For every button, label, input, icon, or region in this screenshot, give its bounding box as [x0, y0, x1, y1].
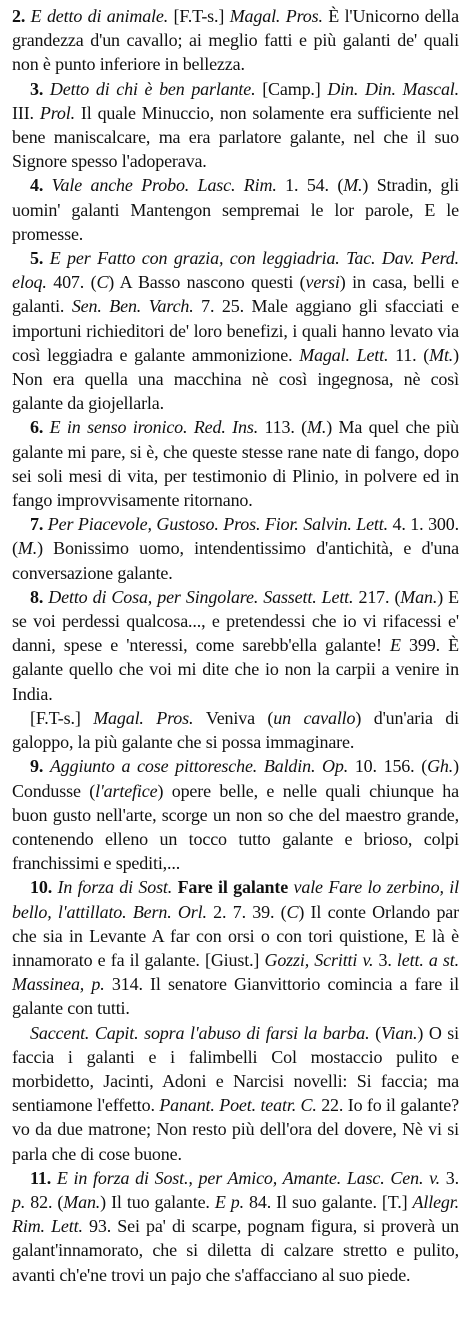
- text-segment: 3.: [445, 1167, 459, 1188]
- text-segment: 5.: [30, 248, 50, 269]
- text-segment: un cavallo: [273, 707, 356, 728]
- entry-10: [12, 875, 459, 1020]
- text-segment: 407. (: [53, 272, 97, 293]
- entry-7: [12, 512, 459, 585]
- text-segment: 6.: [30, 417, 50, 438]
- text-segment: E per Fatto con grazia, con leggiadria. Tac. Dav. Perd. eloq.: [12, 248, 459, 293]
- text-segment: C: [286, 901, 299, 922]
- entry-10-continuation: [12, 1021, 459, 1166]
- text-segment: 2. 7. 39. (: [213, 901, 287, 922]
- text-segment: 3.: [378, 949, 397, 970]
- text-segment: Magal. Pros.: [229, 6, 329, 26]
- entry-2: [12, 4, 459, 77]
- text-segment: Sen. Ben. Varch.: [71, 296, 202, 317]
- text-segment: È l'Unicorno della grandezza d'un cavallo; ai meglio fatti e più galanti de' quali non è punto inferiore in bellezza.: [12, 6, 459, 75]
- text-segment: In forza di Sost.: [57, 877, 178, 898]
- text-segment: Vian.: [380, 1022, 418, 1043]
- text-segment: 399. È galante quello che voi mi dite che io non la carpii a venire in India.: [12, 635, 459, 704]
- entry-8-continuation: [12, 706, 459, 754]
- text-segment: E: [389, 635, 410, 656]
- entry-3: [12, 77, 459, 174]
- text-segment: [Camp.]: [262, 78, 328, 99]
- text-segment: E p.: [214, 1191, 250, 1212]
- text-segment: 217. (: [358, 586, 401, 607]
- text-segment: 11.: [30, 1167, 57, 1188]
- text-segment: 3.: [30, 78, 50, 99]
- text-segment: ) Non era quella una macchina nè così ingegnosa, nè così galante da giojellarla.: [12, 344, 459, 414]
- text-segment: l'artefice: [95, 780, 158, 801]
- text-segment: 9.: [30, 756, 50, 777]
- entry-5: [12, 246, 459, 415]
- entry-6: [12, 415, 459, 512]
- text-segment: Fare il galante: [177, 877, 294, 898]
- text-segment: ) Il conte Orlando par che sia in Levante A far con orsi o con tori quistione, E là è innamorato e fa il galante. [Giust.]: [12, 901, 459, 970]
- text-segment: Panant. Poet. teatr. C.: [159, 1095, 322, 1116]
- text-segment: Per Piacevole, Gustoso. Pros. Fior. Salvin. Lett.: [47, 514, 393, 535]
- text-segment: (: [375, 1022, 381, 1043]
- text-segment: ) Ma quel che più galante mi pare, si è, che queste stesse rane nate di fango, dopo sei soli mesi di vita, per testimonio di Plinio, in polvere ed in fango improvvisamente ritornano.: [12, 417, 459, 511]
- text-segment: ) opere belle, e nelle quali chiunque ha buon gusto nell'arte, scorge un non so che del maestro grande, contenendo elleno un tocco tutto galante e brioso, colpi franchissimi e spediti,...: [12, 780, 459, 874]
- entry-9: [12, 754, 459, 875]
- text-segment: Din. Din. Mascal.: [327, 78, 459, 99]
- text-segment: C: [96, 272, 109, 293]
- text-segment: vale Fare lo zerbino, il bello, l'attillato. Bern. Orl.: [12, 877, 459, 922]
- text-segment: E detto di animale.: [30, 6, 174, 26]
- entry-4: [12, 173, 459, 246]
- text-segment: 4. 1. 300. (: [12, 514, 459, 559]
- text-segment: Mt.: [429, 344, 454, 365]
- text-segment: M.: [343, 175, 363, 196]
- text-segment: III.: [12, 102, 40, 123]
- text-segment: M.: [17, 538, 38, 559]
- text-segment: [F.T-s.]: [30, 707, 94, 728]
- text-segment: E in senso ironico. Red. Ins.: [49, 417, 265, 438]
- text-segment: 8.: [30, 586, 49, 607]
- text-segment: ) Condusse (: [12, 756, 459, 801]
- text-segment: M.: [307, 417, 327, 438]
- text-segment: Gozzi, Scritti v.: [264, 949, 379, 970]
- text-segment: 93. Sei pa' di scarpe, pognam figura, si proverà un galant'innamorato, che si diletta di calzare stretto e pulito, avanti ch'e'ne trovi un pajo che s'affacciano al suo piede.: [12, 1216, 459, 1285]
- text-segment: ) Bonissimo uomo, intendentissimo d'antichità, e d'una conversazione galante.: [12, 538, 459, 583]
- text-segment: E in forza di Sost., per Amico, Amante. Lasc. Cen. v.: [56, 1167, 446, 1188]
- text-segment: 7.: [30, 514, 48, 535]
- text-segment: versi: [305, 272, 340, 293]
- text-segment: 1. 54. (: [285, 175, 344, 196]
- text-segment: Magal. Pros.: [93, 707, 206, 728]
- text-segment: p.: [12, 1191, 31, 1212]
- text-segment: lett. a st. Massinea, p.: [12, 949, 459, 995]
- text-segment: ) O si faccia i galanti e i falimbelli Col mostaccio pulito e morbidetto, Jacinti, Adoni e Narcisi novelli: Si faccia; ma sentiamone l'effetto.: [12, 1022, 459, 1116]
- text-segment: ) Stradin, gli uomin' galanti Mantengon sempremai le lor parole, E le promesse.: [12, 175, 459, 244]
- text-segment: ) A Basso nascono questi (: [108, 272, 306, 293]
- text-segment: 2.: [12, 6, 31, 26]
- text-segment: 82. (: [30, 1191, 64, 1212]
- text-segment: Veniva (: [205, 707, 274, 728]
- text-segment: Saccent. Capit. sopra l'abuso di farsi la barba.: [30, 1022, 376, 1043]
- entry-11: [12, 1166, 459, 1287]
- text-segment: [F.T-s.]: [173, 6, 230, 26]
- text-segment: 11. (: [395, 344, 430, 365]
- text-segment: 10. 156. (: [354, 756, 428, 777]
- text-segment: Detto di chi è ben parlante.: [49, 78, 263, 99]
- text-segment: 84. Il suo galante. [T.]: [249, 1191, 413, 1212]
- text-segment: Aggiunto a cose pittoresche. Baldin. Op.: [49, 756, 355, 777]
- text-segment: 22. Io fo il galante? vo da due matrone; Non resto più dell'ora del dovere, Nè vi si parla che di cose buone.: [12, 1095, 459, 1164]
- text-segment: ) Il tuo galante.: [100, 1191, 215, 1212]
- text-segment: Gh.: [427, 756, 454, 777]
- text-segment: Man.: [63, 1191, 101, 1212]
- text-segment: Allegr. Rim. Lett.: [12, 1191, 459, 1237]
- text-segment: Detto di Cosa, per Singolare. Sassett. Lett.: [48, 586, 359, 607]
- text-segment: ) d'un'aria di galoppo, la più galante che si possa immaginare.: [12, 707, 460, 753]
- text-segment: Man.: [400, 586, 438, 607]
- text-segment: 7. 25. Male aggiano gli sfacciati e importuni richieditori de' loro benefizi, i quali hanno levato via così leggiadra e galante ammonizione.: [12, 296, 459, 365]
- text-segment: ) in casa, belli e galanti.: [12, 272, 459, 317]
- text-segment: 10.: [30, 877, 58, 898]
- text-segment: 113. (: [264, 417, 307, 438]
- text-segment: 314. Il senatore Gianvittorio comincia a fare il galante con tutti.: [12, 974, 459, 1019]
- text-segment: Magal. Lett.: [299, 344, 396, 365]
- entry-8: [12, 585, 459, 706]
- text-segment: Vale anche Probo. Lasc. Rim.: [51, 175, 286, 196]
- text-segment: Il quale Minuccio, non solamente era sufficiente nel bene maniscalcare, ma era parlatore galante, nel che il suo Signore spesso l'adoperava.: [12, 102, 459, 172]
- text-segment: 4.: [30, 175, 52, 196]
- text-segment: ) E se voi perdessi qualcosa..., e pretendessi che io vi rifacessi e' danni, spese e 'nteressi, come sarebb'ella galante!: [12, 586, 459, 656]
- text-segment: Prol.: [39, 102, 81, 123]
